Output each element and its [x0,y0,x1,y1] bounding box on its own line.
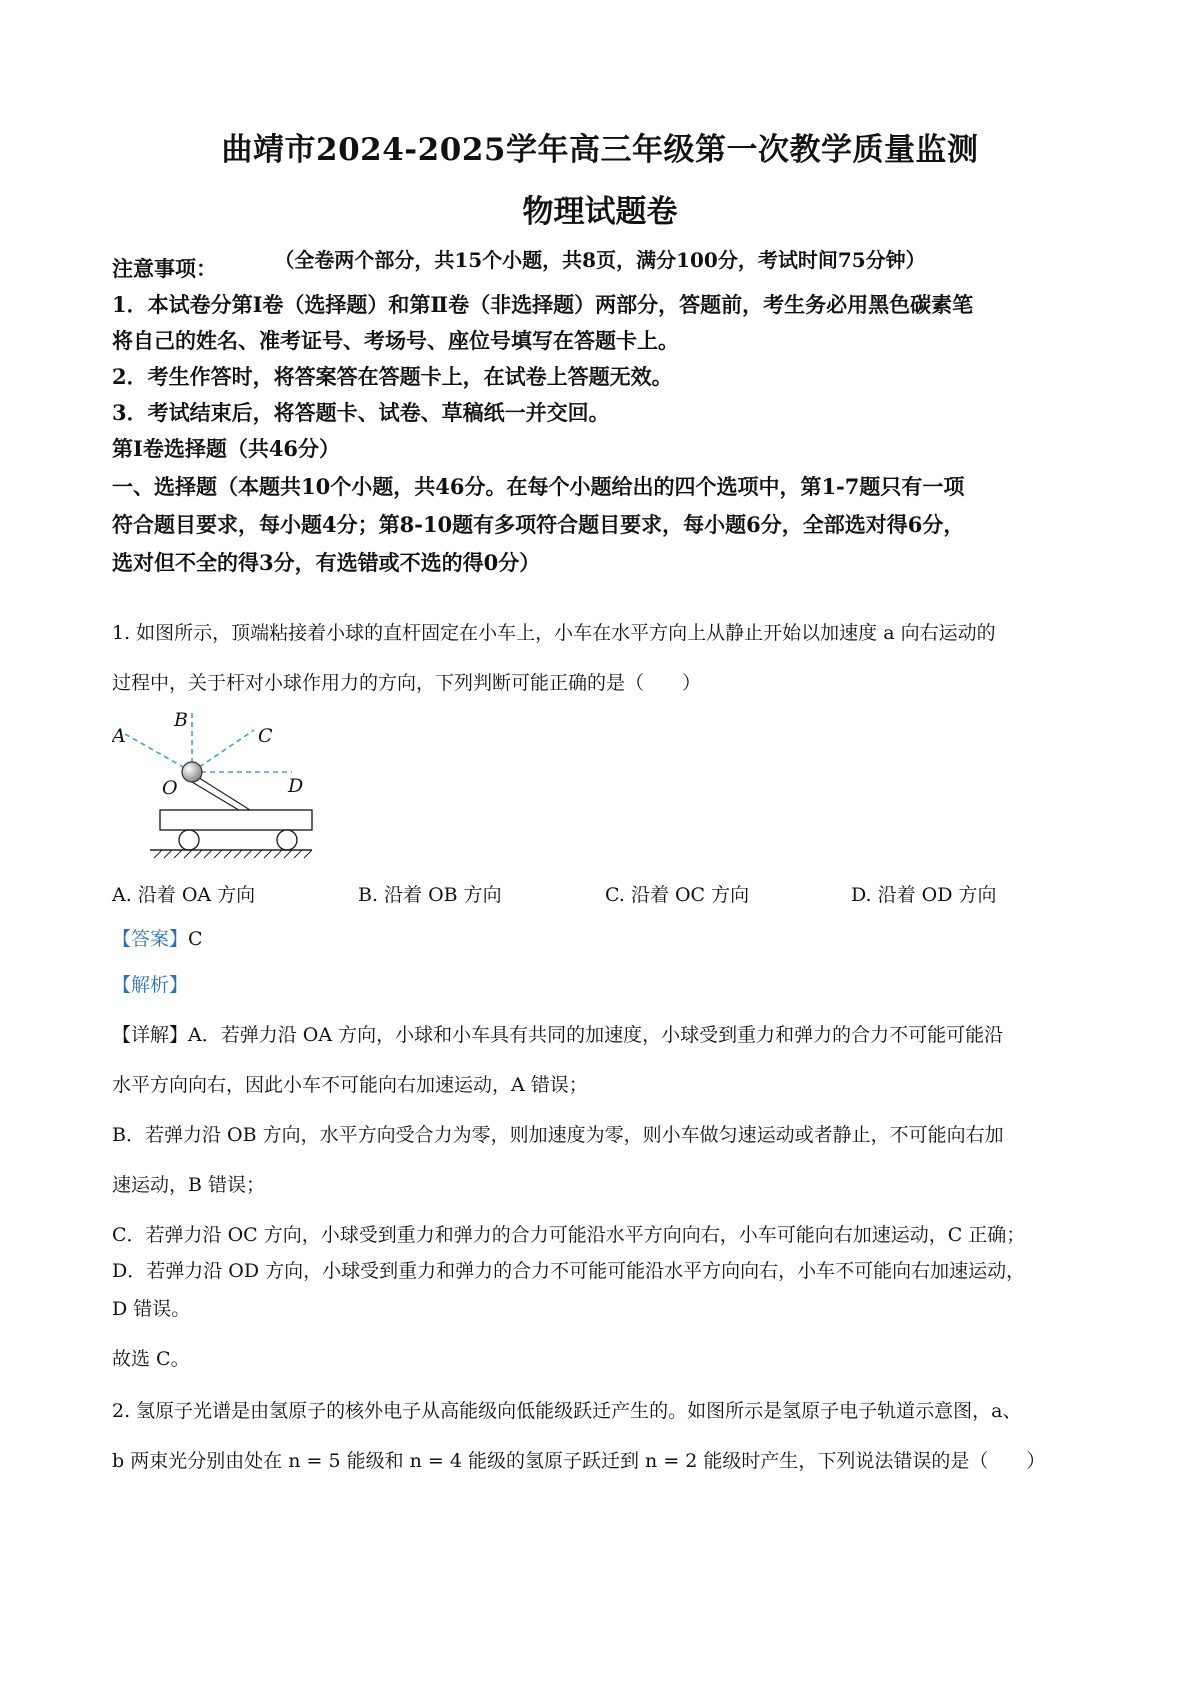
section-intro: 一、选择题（本题共10个小题，共46分。在每个小题给出的四个选项中，第1-7题只有一项 [112,474,965,499]
exam-title: 曲靖市2024-2025学年高三年级第一次教学质量监测 [221,132,979,168]
cart-body [160,810,312,830]
q1-detail: 【详解】A．若弹力沿 OA 方向，小球和小车具有共同的加速度，小球受到重力和弹力的合力不可能可能沿 [112,1024,1004,1046]
q1-detail: 速运动，B 错误； [112,1174,266,1196]
label-o: O [162,777,178,799]
q1-conclusion: 故选 C。 [112,1348,190,1370]
analysis-tag: 【解析】 [112,974,189,996]
q1-option-b: B. 沿着 OB 方向 [358,884,502,906]
answer-value: C [188,928,203,950]
q1-detail: 水平方向向右，因此小车不可能向右加速运动，A 错误； [112,1074,588,1096]
cart-wheel [179,830,199,850]
q1-option-c: C. 沿着 OC 方向 [605,884,750,906]
label-a: A [112,725,126,747]
section-intro: 选对但不全的得3分，有选错或不选的得0分） [112,550,541,575]
exam-subtitle: 物理试题卷 [522,194,678,230]
label-b: B [174,709,188,731]
notice-heading: 注意事项： [112,256,217,281]
rod [196,776,250,810]
section-intro: 符合题目要求，每小题4分；第8-10题有多项符合题目要求，每小题6分，全部选对得6分， [112,512,965,537]
q1-answer [112,926,1102,953]
q1-detail: D．若弹力沿 OD 方向，小球受到重力和弹力的合力不可能可能沿水平方向向右，小车不可能向右加速运动， [112,1260,1026,1282]
q2-stem: 2. 氢原子光谱是由氢原子的核外电子从高能级向低能级跃迁产生的。如图所示是氢原子电子轨道示意图，a、 [112,1400,1022,1422]
q1-stem: 过程中，关于杆对小球作用力的方向，下列判断可能正确的是（ ） [112,672,702,694]
q1-detail: B．若弹力沿 OB 方向，水平方向受合力为零，则加速度为零，则小车做匀速运动或者静止，不可能向右加 [112,1124,1004,1146]
notice-item: 1．本试卷分第Ⅰ卷（选择题）和第Ⅱ卷（非选择题）两部分，答题前，考生务必用黑色碳素笔 [112,292,974,317]
notice-item: 2．考生作答时，将答案答在答题卡上，在试卷上答题无效。 [112,364,673,389]
label-d: D [288,775,304,797]
q1-option-d: D. 沿着 OD 方向 [851,884,997,906]
ball [182,762,202,782]
line-oa [118,730,192,772]
q2-stem: b 两束光分别由处在 n = 5 能级和 n = 4 能级的氢原子跃迁到 n = 2 能级时产生，下列说法错误的是（ ） [112,1450,1046,1472]
notice-item: 将自己的姓名、准考证号、考场号、座位号填写在答题卡上。 [112,328,679,353]
label-c: C [258,725,273,747]
q1-figure [112,702,322,872]
q1-stem: 1. 如图所示，顶端粘接着小球的直杆固定在小车上，小车在水平方向上从静止开始以加速度 a 向右运动的 [112,622,996,644]
q1-option-a: A. 沿着 OA 方向 [112,884,256,906]
notice-item: 3．考试结束后，将答题卡、试卷、草稿纸一并交回。 [112,400,610,425]
line-oc [192,730,254,772]
q1-detail: C．若弹力沿 OC 方向，小球受到重力和弹力的合力可能沿水平方向向右，小车可能向右加速运动，C 正确； [112,1224,1026,1246]
answer-tag: 【答案】 [112,928,189,950]
q1-detail: D 错误。 [112,1298,191,1320]
ground-hatching [154,850,312,858]
cart-wheel [277,830,297,850]
exam-info: （全卷两个部分，共15个小题，共8页，满分100分，考试时间75分钟） [274,248,926,272]
section-heading: 第Ⅰ卷选择题（共46分） [112,436,341,461]
